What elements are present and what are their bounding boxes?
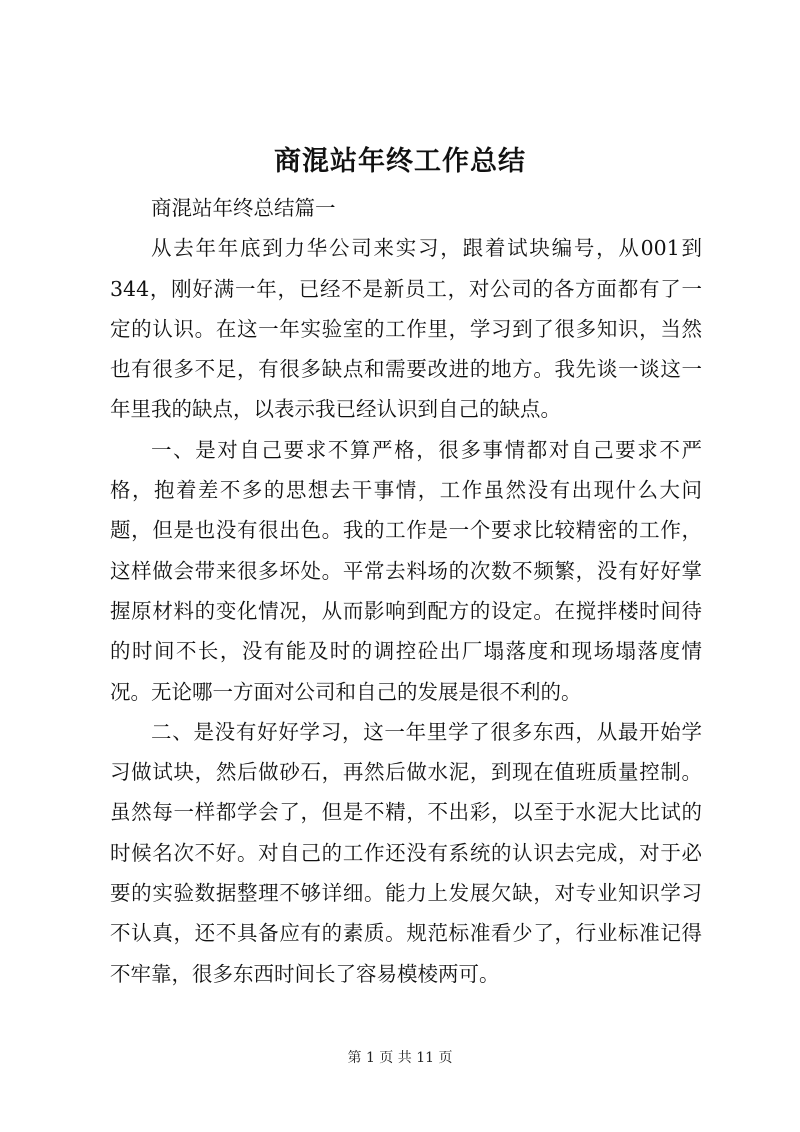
paragraph-point-two: 二、是没有好好学习，这一年里学了很多东西，从最开始学习做试块，然后做砂石，再然后做水泥，到现在值班质量控制。虽然每一样都学会了，但是不精，不出彩，以至于水泥大比试的时候名次不好。对自己的工作还没有系统的认识去完成，对于必要的实验数据整理不够详细。能力上发展欠缺，对专业知识学习不认真，还不具备应有的素质。规范标准看少了，行业标准记得不牢靠，很多东西时间长了容易模棱两可。	[110, 719, 702, 986]
page-number-footer: 第 1 页 共 11 页	[347, 1050, 453, 1066]
section-heading: 商混站年终总结篇一	[151, 196, 336, 220]
page-title: 商混站年终工作总结	[274, 146, 526, 177]
paragraph-point-one: 一、是对自己要求不算严格，很多事情都对自己要求不严格，抱着差不多的思想去干事情，工作虽然没有出现什么大问题，但是也没有很出色。我的工作是一个要求比较精密的工作，这样做会带来很多坏处。平常去料场的次数不频繁，没有好好掌握原材料的变化情况，从而影响到配方的设定。在搅拌楼时间待的时间不长，没有能及时的调控砼出厂塌落度和现场塌落度情况。无论哪一方面对公司和自己的发展是很不利的。	[110, 437, 702, 704]
paragraph-intro: 从去年年底到力华公司来实习，跟着试块编号，从001到344，刚好满一年，已经不是新员工，对公司的各方面都有了一定的认识。在这一年实验室的工作里，学习到了很多知识，当然也有很多不足，有很多缺点和需要改进的地方。我先谈一谈这一年里我的缺点，以表示我已经认识到自己的缺点。	[110, 236, 702, 422]
document-body	[110, 188, 702, 994]
